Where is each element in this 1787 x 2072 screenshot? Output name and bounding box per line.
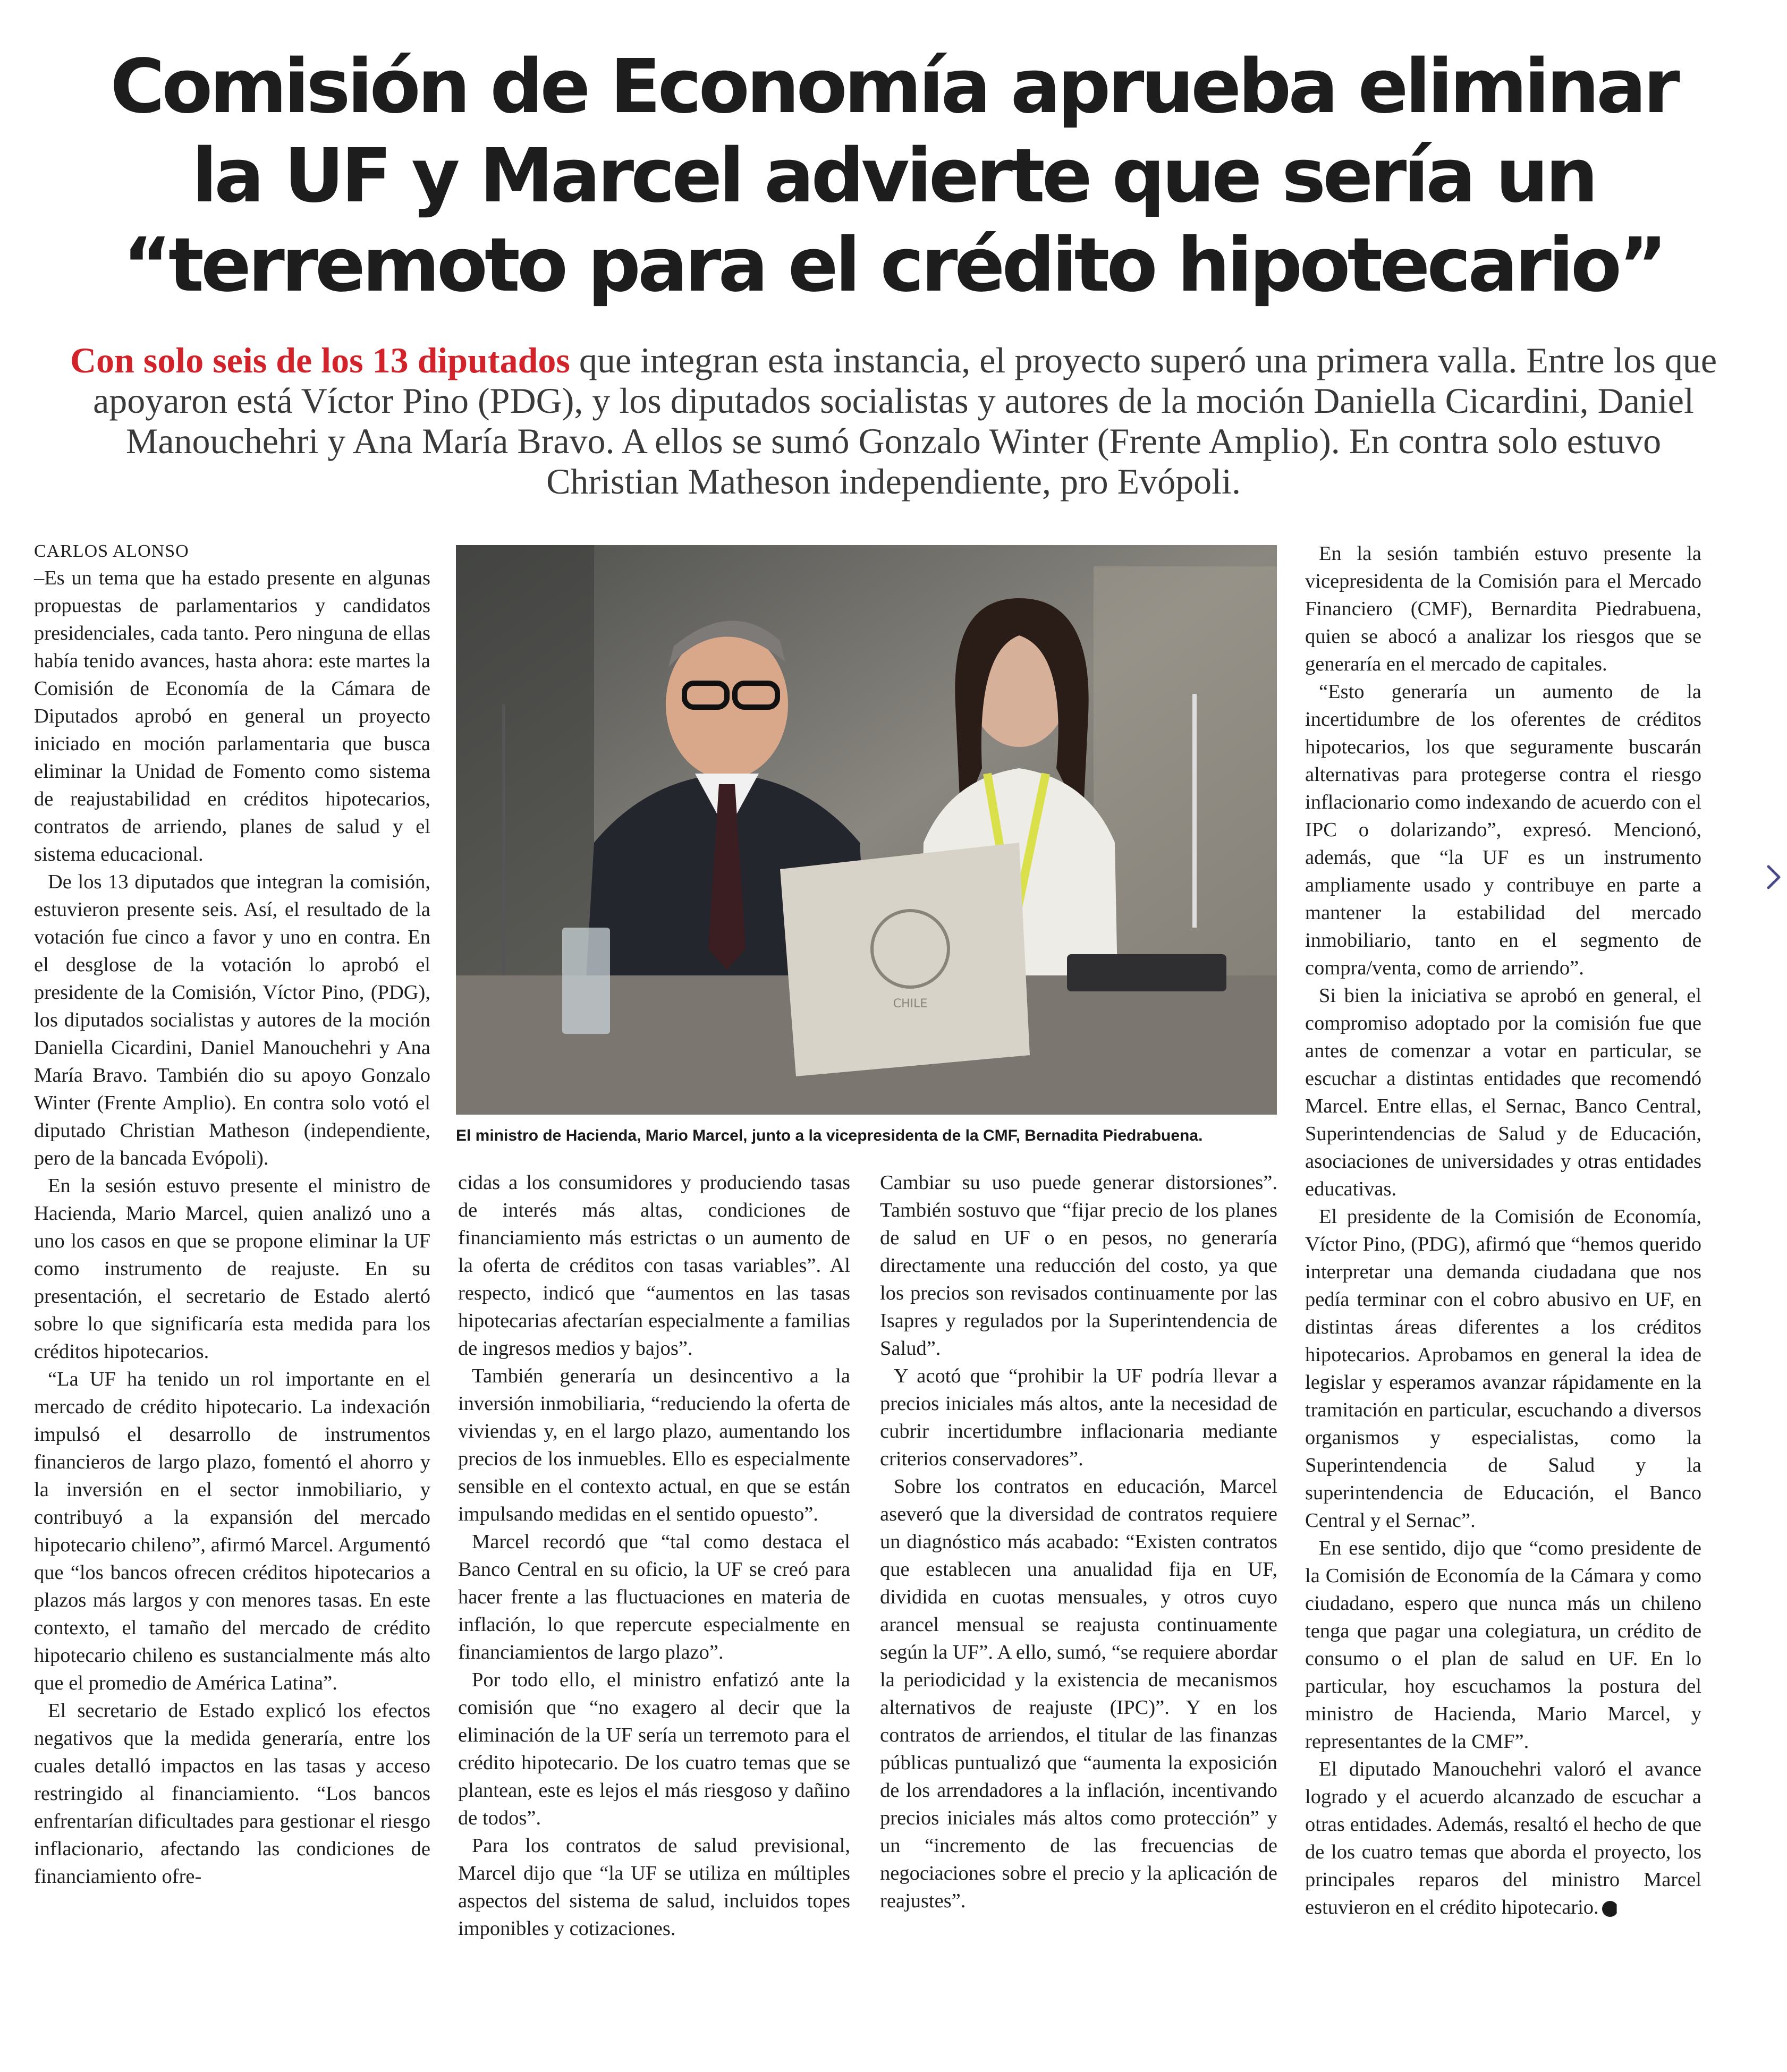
column-1: [34, 540, 430, 1890]
byline: CARLOS ALONSO: [34, 541, 189, 561]
paragraph: En la sesión también estuvo presente la vicepresidenta de la Comisión para el Mercado Financiero (CMF), Bernardita Piedrabuena, quien se abocó a analizar los riesgos que se generaría en el mercado de capitales.: [1305, 542, 1701, 675]
paragraph: El presidente de la Comisión de Economía, Víctor Pino, (PDG), afirmó que “hemos querido interpretar una demanda ciudadana que nos pedía terminar con el cobro abusivo en UF, en distintas áreas diferentes a los créditos hipotecarios. Aprobamos en general la idea de legislar y esperamos avanzar rápidamente en la tramitación en particular, escuchando a diversos organismos y especialistas, como la Superintendencia de Salud y la superintendencia de Educación, el Banco Central y el Sernac”.: [1305, 1205, 1701, 1532]
paragraph: Y acotó que “prohibir la UF podría llevar a precios iniciales más altos, ante la necesidad de cubrir incertidumbre inflacionaria mediante criterios conservadores”.: [880, 1365, 1277, 1470]
paragraph: En ese sentido, dijo que “como presidente de la Comisión de Economía de la Cámara y como ciudadano, espero que nunca más un chileno tenga que pagar una colegiatura, un crédito de consumo o el plan de salud en UF. En lo particular, hoy escuchamos la postura del ministro de Hacienda, Mario Marcel, y representantes de la CMF”.: [1305, 1537, 1701, 1753]
column-2: [458, 1169, 850, 1942]
paragraph: “Esto generaría un aumento de la incertidumbre de los oferentes de créditos hipotecarios, los que seguramente buscarán alternativas para protegerse contra el riesgo inflacionario como indexando de acuerdo con el IPC o dolarizando”, expresó. Mencionó, además, que “la UF es un instrumento ampliamente usado y contribuye en parte a mantener la estabilidad del mercado inmobiliario, tanto en el segmento de compra/venta, como de arriendo”.: [1305, 681, 1701, 979]
paragraph: Por todo ello, el ministro enfatizó ante la comisión que “no exagero al decir que la eliminación de la UF sería un terremoto para el crédito hipotecario. De los cuatro temas que se plantean, este es lejos el más riesgoso y dañino de todos”.: [458, 1669, 850, 1829]
chevron-right-icon[interactable]: [1764, 863, 1783, 891]
paragraph: De los 13 diputados que integran la comisión, estuvieron presente seis. Así, el resultado de la votación fue cinco a favor y uno en contra. En el desglose de la votación lo aprobó el presidente de la Comisión, Víctor Pino, (PDG), los diputados socialistas y autores de la moción Daniella Cicardini, Daniel Manouchehri y Ana María Bravo. También dio su apoyo Gonzalo Winter (Frente Amplio). En contra solo votó el diputado Christian Matheson (independiente, pero de la bancada Evópoli).: [34, 871, 430, 1169]
headline-line-3: “terremoto para el crédito hipotecario”: [122, 222, 1665, 309]
column-4: [1305, 540, 1701, 1921]
column-3: [880, 1169, 1277, 1915]
paragraph: También generaría un desincentivo a la inversión inmobiliaria, “reduciendo la oferta de viviendas y, en el largo plazo, aumentando los precios de los inmuebles. Ello es especialmente sensible en el contexto actual, en que se están impulsando medidas en el sentido opuesto”.: [458, 1365, 850, 1525]
paragraph: [1305, 1755, 1701, 1921]
paragraph: Marcel recordó que “tal como destaca el Banco Central en su oficio, la UF se creó para hacer frente a las fluctuaciones en materia de inflación, lo que repercute especialmente en financiamientos de largo plazo”.: [458, 1531, 850, 1663]
paragraph: Si bien la iniciativa se aprobó en general, el compromiso adoptado por la comisión fue que antes de comenzar a votar en particular, se escuchar a distintas entidades que recomendó Marcel. Entre ellas, el Sernac, Banco Central, Superintendencias de Salud y de Educación, asociaciones de universidades y otras entidades educativas.: [1305, 984, 1701, 1200]
headline-line-1: Comisión de Economía aprueba eliminar: [110, 44, 1677, 130]
paragraph-text: El diputado Manouchehri valoró el avance logrado y el acuerdo alcanzado de escuchar a otras entidades. Además, resaltó el hecho de que de los cuatro temas que aborda el proyecto, los principales reparos del ministro Marcel estuvieron en el crédito hipotecario.: [1305, 1758, 1701, 1918]
photo-caption: El ministro de Hacienda, Mario Marcel, junto a la vicepresidenta de la CMF, Bernadita Piedrabuena.: [456, 1127, 1203, 1144]
paragraph: En la sesión estuvo presente el ministro de Hacienda, Mario Marcel, quien analizó uno a uno los casos en que se propone eliminar la UF como instrumento de reajuste. En su presentación, el secretario de Estado alertó sobre lo que significaría esta medida para los créditos hipotecarios.: [34, 1175, 430, 1363]
photo-illustration: [456, 545, 1277, 1115]
paragraph: El secretario de Estado explicó los efectos negativos que la medida generaría, entre los cuales detalló impactos en las tasas y acceso restringido al financiamiento. “Los bancos enfrentarían dificultades para gestionar el riesgo inflacionario, afectando las condiciones de financiamiento ofre-: [34, 1700, 430, 1888]
headline: [0, 43, 1787, 310]
paragraph: Para los contratos de salud previsional, Marcel dijo que “la UF se utiliza en múltiples aspectos del sistema de salud, incluidos topes imponibles y cotizaciones.: [458, 1835, 850, 1940]
publication-logo-icon: P: [1602, 1901, 1618, 1917]
deck-lead: Con solo seis de los 13 diputados: [70, 340, 570, 380]
paragraph: “La UF ha tenido un rol importante en el mercado de crédito hipotecario. La indexación impulsó el desarrollo de instrumentos financieros de largo plazo, fomentó el ahorro y la inversión en el sector inmobiliario, y contribuyó a la expansión del mercado hipotecario chileno”, afirmó Marcel. Argumentó que “los bancos ofrecen créditos hipotecarios a plazos más largos y con menores tasas. En este contexto, el tamaño del mercado de crédito hipotecario chileno es sustancialmente más alto que el promedio de América Latina”.: [34, 1368, 430, 1694]
laptop-seal-text: CHILE: [893, 997, 928, 1010]
paragraph: –Es un tema que ha estado presente en algunas propuestas de parlamentarios y candidatos presidenciales, cada tanto. Pero ninguna de ellas había tenido avances, hasta ahora: este martes la Comisión de Economía de la Cámara de Diputados aprobó en general un proyecto iniciado en moción parlamentaria que busca eliminar la Unidad de Fomento como sistema de reajustabilidad en créditos hipotecarios, contratos de arriendo, planes de salud y el sistema educacional.: [34, 567, 430, 865]
deck: [58, 340, 1729, 502]
paragraph: Cambiar su uso puede generar distorsiones”. También sostuvo que “fijar precio de los planes de salud en UF o en pesos, no generaría directamente una reducción del costo, ya que los precios son revisados continuamente por las Isapres y regulados por la Superintendencia de Salud”.: [880, 1171, 1277, 1360]
article-photo: [456, 545, 1277, 1115]
paragraph: Sobre los contratos en educación, Marcel aseveró que la diversidad de contratos requiere un diagnóstico más acabado: “Existen contratos que establecen una anualidad fija en UF, dividida en cuotas mensuales, y otros cuyo arancel mensual se reajusta continuamente según la UF”. A ello, sumó, “se requiere abordar la periodicidad y la existencia de mecanismos alternativos de reajuste (IPC)”. Y en los contratos de arriendos, el titular de las finanzas públicas puntualizó que “aumenta la exposición de los arrendadores a la inflación, incentivando precios iniciales más altos como protección” y un “incremento de las frecuencias de negociaciones sobre el precio y la aplicación de reajustes”.: [880, 1475, 1277, 1912]
headline-line-2: la UF y Marcel advierte que sería un: [192, 133, 1595, 219]
deck-text: que integran esta instancia, el proyecto superó una primera valla. Entre los que apoyaron está Víctor Pino (PDG), y los diputados socialistas y autores de la moción Daniella Cicardini, Daniel Manouchehri y Ana María Bravo. A ellos se sumó Gonzalo Winter (Frente Amplio). En contra solo estuvo Christian Matheson independiente, pro Evópoli.: [93, 340, 1717, 502]
paragraph: cidas a los consumidores y produciendo tasas de interés más altas, condiciones de financiamiento más estrictas o un aumento de la oferta de créditos con tasas variables”. Al respecto, indicó que “aumentos en las tasas hipotecarias afectarían especialmente a familias de ingresos medios y bajos”.: [458, 1171, 850, 1360]
